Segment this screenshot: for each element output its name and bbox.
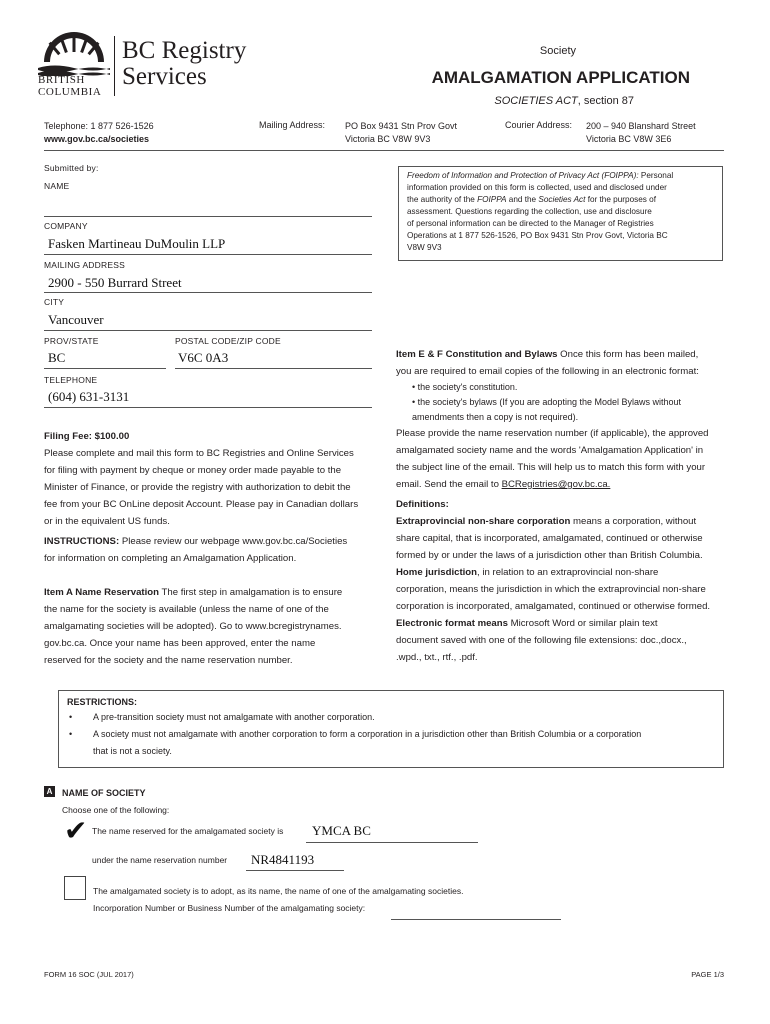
- item-a-line4: gov.bc.ca. Once your name has been approved, enter the name: [44, 638, 316, 649]
- city-underline: [44, 330, 372, 331]
- def3-line1: Microsoft Word or similar plain text: [507, 618, 658, 629]
- def2-line2: corporation, means the jurisdiction in which the extraprovincial non-share: [396, 584, 706, 595]
- restriction-item-2-line2: that is not a society.: [93, 746, 172, 756]
- registry-line1: BC Registry: [122, 37, 247, 64]
- act-reference: [494, 95, 634, 107]
- restrictions-heading: RESTRICTIONS:: [67, 697, 138, 707]
- item-a-line2: the name for the society is available (unless the name of one of the: [44, 604, 329, 615]
- foippa-line3-a: the authority of the: [407, 195, 478, 204]
- name-field[interactable]: [48, 198, 368, 214]
- city-field[interactable]: Vancouver: [48, 312, 104, 327]
- act-section: , section 87: [577, 95, 634, 107]
- mailing-address-field-label: MAILING ADDRESS: [44, 260, 125, 270]
- telephone-label: TELEPHONE: [44, 375, 98, 385]
- section-a-choose: Choose one of the following:: [62, 805, 170, 815]
- header-divider: [44, 150, 724, 151]
- logo-divider: [114, 36, 115, 96]
- foippa-line1: Personal: [638, 171, 674, 180]
- prov-underline: [44, 368, 166, 369]
- option2-line2: Incorporation Number or Business Number of the amalgamating society:: [93, 903, 366, 913]
- mailing-line2: Victoria BC V8W 9V3: [345, 134, 431, 144]
- company-underline: [44, 254, 372, 255]
- reserved-name-field[interactable]: YMCA BC: [312, 823, 371, 838]
- def1-term: Extraprovincial non-share corporation: [396, 516, 571, 527]
- restrictions-list: [67, 709, 715, 760]
- restriction-item-1: • A pre-transition society must not amalgamate with another corporation.: [67, 709, 715, 726]
- restriction-item-2-line1: • A society must not amalgamate with another corporation to form a corporation in a jurisdiction other than British Columbia or a corporation: [93, 729, 642, 739]
- courier-address: [586, 120, 696, 146]
- item-ef-email-line: [396, 476, 731, 493]
- act-name: SOCIETIES ACT: [494, 95, 578, 107]
- restrictions-box: [58, 690, 724, 768]
- telephone-text: Telephone: 1 877 526-1526: [44, 121, 154, 131]
- contact-phone-web: [44, 120, 154, 146]
- item-ef-line1: Once this form has been mailed,: [557, 349, 699, 360]
- option2-text: [93, 883, 463, 917]
- form-id: FORM 16 SOC (JUL 2017): [44, 970, 134, 979]
- def2-term: Home jurisdiction: [396, 567, 478, 578]
- registry-logo-text: [122, 38, 246, 90]
- def2-line3: corporation is incorporated, amalgamated, continued or otherwise formed.: [396, 601, 711, 612]
- telephone-field[interactable]: (604) 631-3131: [48, 389, 130, 404]
- incorporation-number-field[interactable]: [391, 919, 561, 920]
- item-a-label: Item A Name Reservation: [44, 587, 159, 598]
- fee-line-2: for filing with payment by cheque or money order made payable to the: [44, 465, 342, 476]
- reserved-name-underline: [306, 842, 478, 843]
- form-title: AMALGAMATION APPLICATION: [431, 68, 690, 87]
- foippa-line3-c: and the: [506, 195, 539, 204]
- logo-line-british: BRITISH: [38, 74, 85, 86]
- courier-line2: Victoria BC V8W 3E6: [586, 134, 672, 144]
- postal-underline: [175, 368, 372, 369]
- def3-line3: .wpd., txt., rtf., .pdf.: [396, 652, 478, 663]
- item-a-line3: amalgamating societies will be adopted). Go to www.bcregistrynames.: [44, 621, 342, 632]
- courier-address-label: Courier Address:: [505, 120, 573, 130]
- foippa-line7: V8W 9V3: [407, 243, 442, 252]
- postal-field[interactable]: V6C 0A3: [178, 350, 229, 365]
- foippa-line3-e: for the purposes of: [585, 195, 656, 204]
- foippa-line5: of personal information can be directed to the Manager of Registries: [407, 219, 654, 228]
- def1-line1: means a corporation, without: [570, 516, 697, 527]
- option2-checkbox[interactable]: [64, 876, 86, 900]
- item-a-line1: The first step in amalgamation is to ensure: [159, 587, 343, 598]
- item-ef-para-2: amalgamated society name and the words 'Amalgamation Application' in: [396, 445, 704, 456]
- name-underline: [44, 216, 372, 217]
- fee-line-4: fee from your BC OnLine deposit Account. Please pay in Canadian dollars: [44, 499, 359, 510]
- foippa-line3-d: Societies Act: [538, 195, 586, 204]
- item-ef-bullet2-cont: amendments then a copy is not required).: [412, 412, 579, 422]
- option1-number-label: under the name reservation number: [92, 855, 228, 865]
- mailing-underline: [44, 292, 372, 293]
- item-ef-bullet1: • the society's constitution.: [412, 382, 518, 392]
- fee-line-3: Minister of Finance, or provide the registry with authorization to debit the: [44, 482, 351, 493]
- bc-government-logo: [34, 32, 264, 100]
- company-field[interactable]: Fasken Martineau DuMoulin LLP: [48, 236, 226, 251]
- prov-field[interactable]: BC: [48, 350, 66, 365]
- foippa-line4: assessment. Questions regarding the collection, use and disclosure: [407, 207, 652, 216]
- submitted-by-heading: Submitted by:: [44, 163, 99, 173]
- foippa-notice: [398, 166, 723, 261]
- fee-line-5: or in the equivalent US funds.: [44, 516, 170, 527]
- registry-line2: Services: [122, 63, 207, 90]
- name-label: NAME: [44, 181, 70, 191]
- filing-fee-section: [44, 428, 379, 530]
- definitions-section: [396, 496, 731, 666]
- form-category: Society: [539, 45, 576, 57]
- foippa-line3: [407, 194, 714, 206]
- item-ef-label: Item E & F Constitution and Bylaws: [396, 349, 558, 360]
- telephone-underline: [44, 407, 372, 408]
- foippa-line3-b: FOIPPA: [477, 195, 507, 204]
- foippa-line2: information provided on this form is collected, used and disclosed under: [407, 183, 667, 192]
- instructions-line2: for information on completing an Amalgamation Application.: [44, 553, 297, 564]
- instructions-section: [44, 533, 379, 567]
- prov-label: PROV/STATE: [44, 336, 99, 346]
- foippa-title: Freedom of Information and Protection of Privacy Act (FOIPPA):: [407, 171, 639, 180]
- item-a-section: [44, 584, 379, 669]
- website-link[interactable]: www.gov.bc.ca/societies: [44, 134, 150, 144]
- item-a-line5: reserved for the society and the name reservation number.: [44, 655, 293, 666]
- email-prefix: email. Send the email to: [396, 479, 502, 490]
- courier-line1: 200 – 940 Blanshard Street: [586, 121, 696, 131]
- item-ef-line2: you are required to email copies of the following in an electronic format:: [396, 366, 699, 377]
- check-mark-icon[interactable]: ✔: [64, 815, 88, 846]
- section-a-heading: NAME OF SOCIETY: [62, 788, 146, 798]
- company-label: COMPANY: [44, 221, 88, 231]
- postal-label: POSTAL CODE/ZIP CODE: [175, 336, 281, 346]
- reservation-number-field[interactable]: NR4841193: [251, 852, 315, 867]
- item-ef-para-1: Please provide the name reservation number (if applicable), the approved: [396, 428, 709, 439]
- page-number: PAGE 1/3: [691, 970, 724, 979]
- def3-line2: document saved with one of the following file extensions: doc.,docx.,: [396, 635, 687, 646]
- mailing-line1: PO Box 9431 Stn Prov Govt: [345, 121, 458, 131]
- fee-line-1: Please complete and mail this form to BC Registries and Online Services: [44, 448, 354, 459]
- foippa-line6: Operations at 1 877 526-1526, PO Box 9431 Stn Prov Govt, Victoria BC: [407, 231, 668, 240]
- mailing-address: [345, 120, 457, 146]
- option1-label: The name reserved for the amalgamated society is: [92, 826, 284, 836]
- def2-line1: , in relation to an extraprovincial non-share: [477, 567, 659, 578]
- instructions-label: INSTRUCTIONS:: [44, 536, 120, 547]
- item-ef-bullet2: • the society's bylaws (If you are adopting the Model Bylaws without: [412, 397, 682, 407]
- logo-line-columbia: COLUMBIA: [38, 86, 102, 98]
- option2-line1: The amalgamated society is to adopt, as its name, the name of one of the amalgamating societies.: [93, 886, 464, 896]
- mailing-address-label: Mailing Address:: [259, 120, 326, 130]
- item-ef-section: [396, 346, 731, 493]
- restriction-item-2: [67, 726, 715, 760]
- def1-line2: share capital, that is incorporated, amalgamated, continued or otherwise: [396, 533, 703, 544]
- logo-text: [38, 74, 101, 98]
- reservation-number-underline: [246, 870, 344, 871]
- email-link[interactable]: BCRegistries@gov.bc.ca.: [501, 479, 611, 490]
- item-ef-para-3: the subject line of the email. This will help us to match this form with your: [396, 462, 706, 473]
- mailing-address-field[interactable]: 2900 - 550 Burrard Street: [48, 275, 182, 290]
- def1-line3: formed by or under the laws of a jurisdiction other than British Columbia.: [396, 550, 703, 561]
- bc-sun-icon: [34, 32, 114, 76]
- city-label: CITY: [44, 297, 65, 307]
- def3-term: Electronic format means: [396, 618, 508, 629]
- filing-fee-heading: Filing Fee: $100.00: [44, 431, 130, 442]
- definitions-heading: Definitions:: [396, 499, 449, 510]
- instructions-line1: Please review our webpage www.gov.bc.ca/Societies: [119, 536, 348, 547]
- section-a-badge: A: [44, 786, 55, 797]
